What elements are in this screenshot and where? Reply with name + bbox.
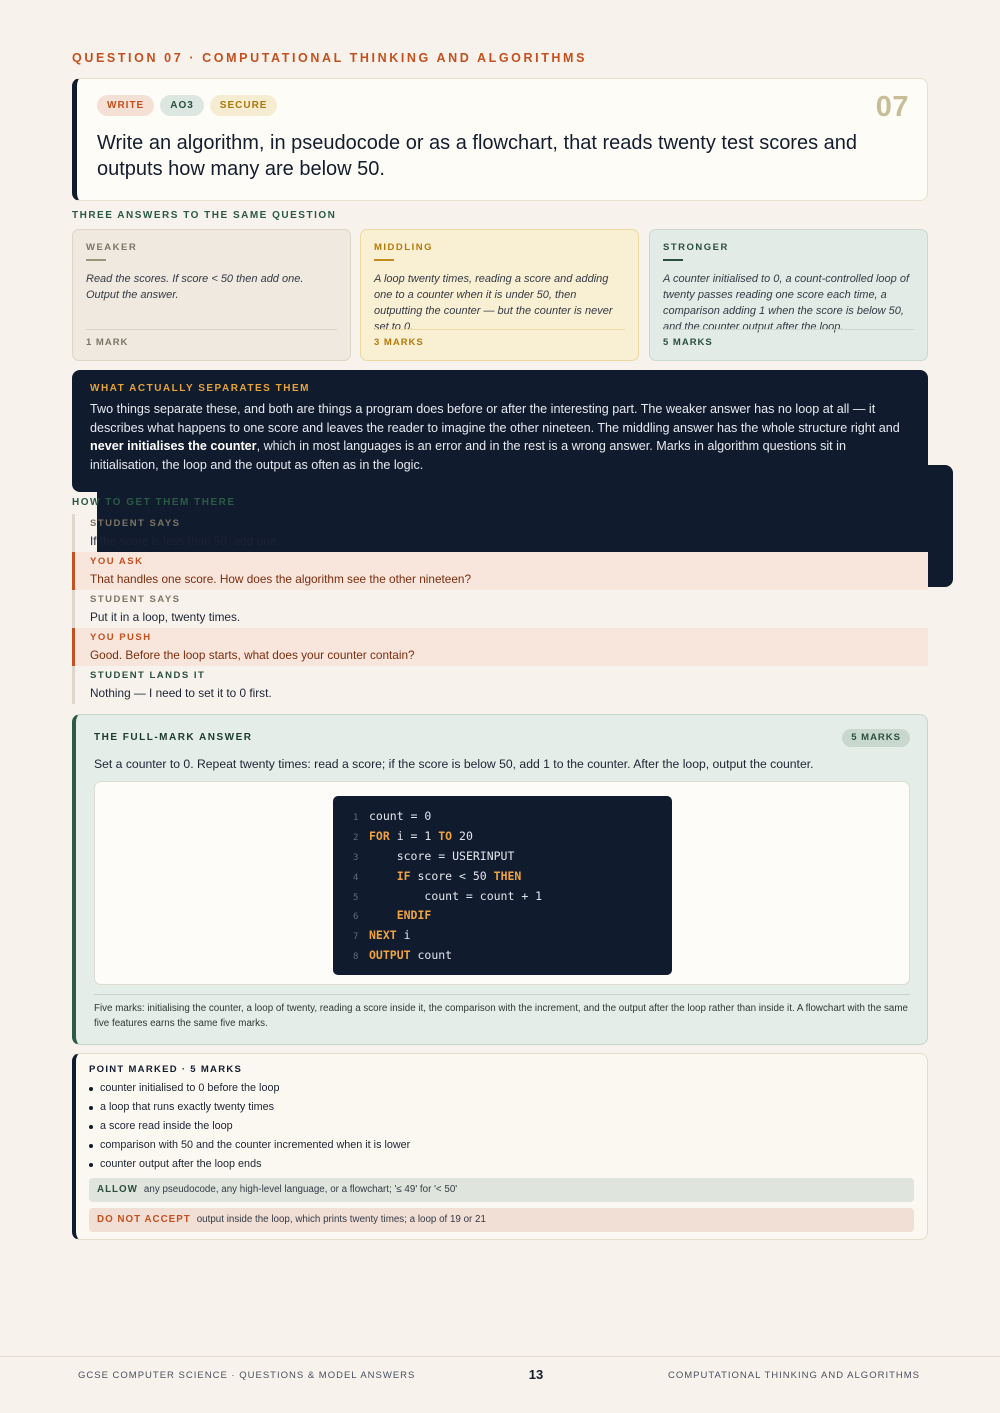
answer-text: A loop twenty times, reading a score and adding one to a counter when it is under 50, then outputting the counter — but the counter is never set to 0. — [374, 273, 613, 333]
code-line — [353, 807, 672, 827]
full-mark-answer — [72, 714, 928, 1045]
code-line — [353, 946, 672, 966]
line-number: 8 — [353, 952, 359, 963]
section-kicker: QUESTION 07 · COMPUTATIONAL THINKING AND ALGORITHMS — [72, 51, 588, 65]
code-keyword: THEN — [493, 868, 522, 883]
question-card — [72, 78, 928, 201]
code-frame — [94, 781, 910, 985]
do-not-accept-tag: DO NOT ACCEPT — [97, 1214, 191, 1225]
code-keyword: TO — [438, 828, 453, 843]
code-text: 20 — [452, 828, 473, 843]
question-chips — [97, 95, 277, 116]
answer-text: Read the scores. If score < 50 then add one. Output the answer. — [86, 273, 304, 301]
separates-text-bold: never initialises the counter — [90, 439, 257, 454]
separates-text — [90, 400, 910, 475]
code-text: count = 0 — [369, 809, 432, 823]
mark-points — [89, 1079, 914, 1174]
dialogue — [72, 514, 928, 704]
point-marked-scheme — [72, 1053, 928, 1240]
command-chip: WRITE — [97, 95, 154, 116]
footer-right: COMPUTATIONAL THINKING AND ALGORITHMS — [667, 1370, 920, 1381]
code-line — [353, 906, 672, 926]
line-number: 5 — [353, 892, 359, 903]
line-number: 7 — [353, 932, 359, 943]
utterance: Good. Before the loop starts, what does your counter contain? — [90, 648, 415, 662]
speaker: STUDENT SAYS — [90, 594, 181, 605]
dialogue-student — [72, 514, 928, 552]
allow-text: any pseudocode, any high-level language, or a flowchart; '≤ 49' for '< 50' — [143, 1184, 458, 1195]
full-mark-badge: 5 MARKS — [842, 729, 910, 747]
utterance: Nothing — I need to set it to 0 first. — [90, 686, 272, 700]
separates-panel — [72, 370, 928, 492]
allow-row — [89, 1178, 914, 1202]
dialogue-teacher — [72, 552, 928, 590]
do-not-accept-text: output inside the loop, which prints twenty times; a loop of 19 or 21 — [196, 1214, 486, 1225]
answer-text: A counter initialised to 0, a count-controlled loop of twenty passes reading one score each time, a comparison adding 1 when the score is below 50, and the counter output after the loop. — [663, 273, 910, 333]
code-keyword: IF — [396, 868, 411, 883]
question-text: Write an algorithm, in pseudocode or as a flowchart, that reads twenty test scores and outputs how many are below 50. — [97, 132, 858, 180]
utterance: That handles one score. How does the algorithm see the other nineteen? — [90, 572, 472, 586]
line-number: 6 — [353, 912, 359, 923]
code-keyword: ENDIF — [396, 908, 432, 923]
speaker: STUDENT SAYS — [90, 518, 181, 529]
utterance: Put it in a loop, twenty times. — [90, 610, 241, 624]
answer-label: MIDDLING — [374, 242, 433, 253]
code-line — [353, 847, 672, 867]
divider — [663, 259, 683, 261]
speaker: YOU PUSH — [90, 632, 152, 643]
answers-label: THREE ANSWERS TO THE SAME QUESTION — [72, 210, 337, 221]
pseudocode-block — [333, 796, 672, 975]
code-text: count = count + 1 — [424, 888, 543, 903]
code-keyword: OUTPUT — [369, 948, 411, 963]
dialogue-student — [72, 590, 928, 628]
line-number: 3 — [353, 852, 359, 863]
separates-text-before: Two things separate these, and both are things a program does before or after the interesting part. The weaker answer has no loop at all — it describes what happens to one score and leaves the reader to imagine the other nineteen. The middling answer has the whole structure right and — [90, 402, 900, 435]
full-mark-label: THE FULL-MARK ANSWER — [94, 732, 253, 743]
point-marked-label: POINT MARKED · 5 MARKS — [89, 1064, 243, 1075]
objective-chip: AO3 — [160, 95, 204, 116]
level-chip: SECURE — [210, 95, 278, 116]
mark-point: counter output after the loop ends — [89, 1155, 914, 1174]
answer-card-stronger — [649, 229, 928, 361]
code-line — [353, 867, 672, 887]
speaker: YOU ASK — [90, 556, 144, 567]
footer-left: GCSE COMPUTER SCIENCE · QUESTIONS & MODEL ANSWERS — [78, 1370, 416, 1381]
code-line — [353, 827, 672, 847]
page-footer — [0, 1356, 1000, 1413]
line-number: 1 — [353, 813, 359, 823]
code-text: count — [410, 948, 453, 963]
line-number: 4 — [353, 872, 359, 883]
question-number: 07 — [875, 91, 909, 123]
separates-label: WHAT ACTUALLY SEPARATES THEM — [90, 383, 310, 394]
divider — [374, 259, 394, 261]
code-text: score = USERINPUT — [396, 848, 515, 863]
speaker: STUDENT LANDS IT — [90, 670, 206, 681]
full-mark-note: Five marks: initialising the counter, a loop of twenty, reading a score inside it, the comparison with the increment, and the output after the loop rather than inside it. A flowchart with the same five features earns the same five marks. — [94, 994, 910, 1031]
dialogue-student-lands — [72, 666, 928, 704]
line-number: 2 — [353, 832, 359, 843]
code-text: i — [396, 928, 411, 943]
code-text: score < 50 — [410, 868, 494, 883]
answer-label: WEAKER — [86, 242, 138, 253]
mark-point: counter initialised to 0 before the loop — [89, 1079, 914, 1098]
do-not-accept-row — [89, 1208, 914, 1232]
page-number: 13 — [528, 1367, 544, 1382]
answer-comparison — [72, 229, 928, 361]
mark-point: comparison with 50 and the counter incremented when it is lower — [89, 1136, 914, 1155]
answer-card-middling — [360, 229, 639, 361]
allow-tag: ALLOW — [97, 1184, 138, 1195]
answer-label: STRONGER — [663, 242, 729, 253]
dialogue-teacher — [72, 628, 928, 666]
separates-text-after: , which in most languages is an error and in the rest is a wrong answer. Marks in algorithm questions sit in initialisation, the loop and the output as often as in the logic. — [90, 439, 846, 473]
code-line — [353, 887, 672, 907]
utterance: If the score is less than 50, add one. — [90, 534, 280, 548]
mark-point: a loop that runs exactly twenty times — [89, 1098, 914, 1117]
full-mark-description: Set a counter to 0. Repeat twenty times: read a score; if the score is below 50, add 1 to the counter. After the loop, output the counter. — [94, 757, 814, 771]
answer-marks: 1 MARK — [86, 329, 337, 348]
dialogue-label: HOW TO GET THEM THERE — [72, 497, 236, 508]
code-keyword: FOR — [369, 828, 390, 843]
answer-card-weaker — [72, 229, 351, 361]
code-line — [353, 926, 672, 946]
answer-marks: 5 MARKS — [663, 329, 914, 348]
divider — [86, 259, 106, 261]
code-text: i = 1 — [389, 828, 439, 843]
code-keyword: NEXT — [369, 928, 397, 943]
mark-point: a score read inside the loop — [89, 1117, 914, 1136]
answer-marks: 3 MARKS — [374, 329, 625, 348]
